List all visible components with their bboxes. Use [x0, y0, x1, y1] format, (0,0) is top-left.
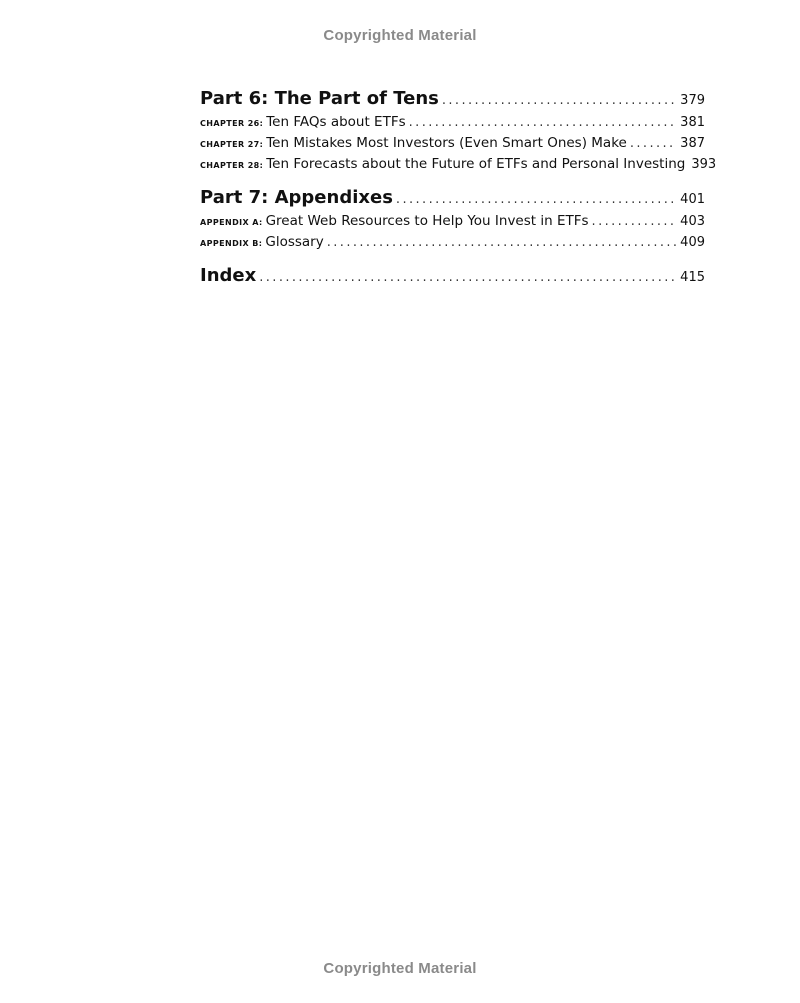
- page-number: 403: [680, 214, 705, 229]
- dot-leader: [327, 232, 677, 253]
- toc-appendix-a[interactable]: [200, 211, 705, 232]
- appendix-prefix: APPENDIX A:: [200, 218, 263, 227]
- copyright-watermark-top: Copyrighted Material: [323, 27, 477, 44]
- dot-leader: [396, 187, 677, 213]
- dot-leader: [259, 265, 677, 291]
- toc-chapter-27[interactable]: [200, 133, 705, 154]
- appendix-title: Glossary: [265, 234, 324, 250]
- chapter-title: Ten FAQs about ETFs: [266, 114, 406, 130]
- dot-leader: [592, 211, 678, 232]
- toc-part-6[interactable]: [200, 86, 705, 112]
- copyright-watermark-bottom: Copyrighted Material: [323, 960, 477, 977]
- chapter-prefix: CHAPTER 27:: [200, 140, 264, 149]
- table-of-contents: [200, 86, 717, 289]
- chapter-prefix: CHAPTER 26:: [200, 119, 264, 128]
- index-title: Index: [200, 265, 257, 286]
- chapter-title: Ten Forecasts about the Future of ETFs and Personal Investing: [266, 156, 686, 172]
- page-number: 387: [680, 136, 705, 151]
- page-number: 415: [680, 270, 705, 285]
- toc-index[interactable]: [200, 263, 705, 289]
- page-number: 379: [680, 93, 705, 108]
- dot-leader: [409, 112, 678, 133]
- page-number: 393: [691, 157, 717, 172]
- part-title: Part 7: Appendixes: [200, 187, 393, 208]
- page-number: 409: [680, 235, 705, 250]
- chapter-prefix: CHAPTER 28:: [200, 161, 264, 170]
- appendix-title: Great Web Resources to Help You Invest in ETFs: [265, 213, 589, 229]
- toc-part-7[interactable]: [200, 185, 705, 211]
- toc-appendix-b[interactable]: [200, 232, 705, 253]
- page-number: 381: [680, 115, 705, 130]
- part-title: Part 6: The Part of Tens: [200, 88, 439, 109]
- appendix-prefix: APPENDIX B:: [200, 239, 263, 248]
- toc-chapter-26[interactable]: [200, 112, 705, 133]
- toc-chapter-28[interactable]: [200, 154, 717, 175]
- dot-leader: [630, 133, 677, 154]
- chapter-title: Ten Mistakes Most Investors (Even Smart Ones) Make: [266, 135, 627, 151]
- page-number: 401: [680, 192, 705, 207]
- dot-leader: [442, 88, 677, 114]
